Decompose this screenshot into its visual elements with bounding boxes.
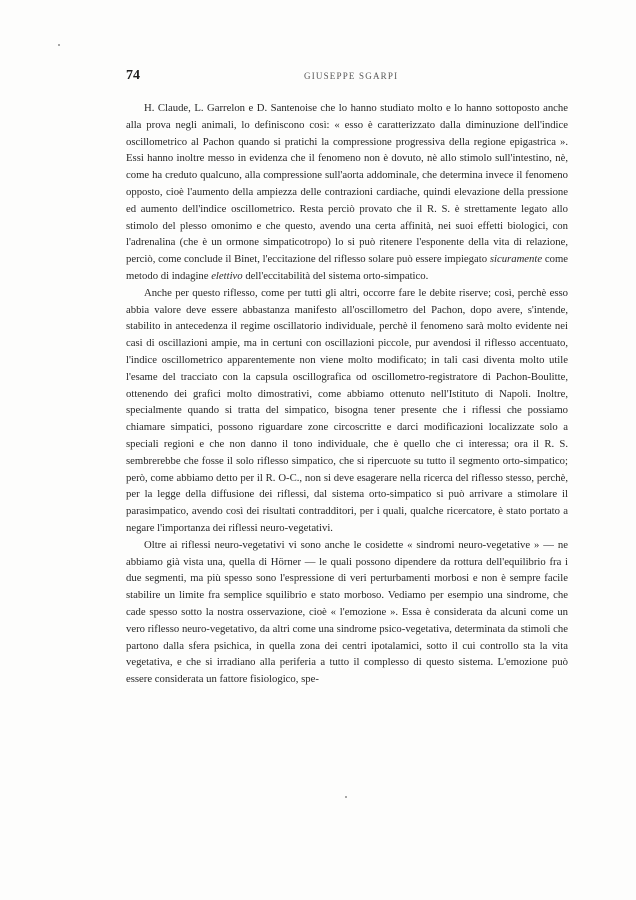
paragraph-1-emphasis-2: elettivo	[211, 269, 243, 282]
paragraph-1-text-before: H. Claude, L. Garrelon e D. Santenoise che lo hanno studiato molto e lo hanno sottoposto anche alla prova negli animali, lo definiscono così: « esso è caratterizzato dalla diminuzione dell'indice oscillometrico al Pachon quando si pratichi la compressione progressiva della regione epigastrica ». Essi hanno inoltre messo in evidenza che il fenomeno non è dovuto, nè allo stimolo sull'intestino, nè, come ha creduto qualcuno, alla compressione sull'aorta addominale, che determina invece il fenomeno opposto, cioè l'aumento della ampiezza delle contrazioni cardiache, quindi elevazione della pressione ed aumento dell'indice oscillometrico. Resta perciò provato che il R. S. è strettamente legato allo stimolo del plesso omonimo e che questo, avendo una certa affinità, nei suoi effetti biologici, con l'adrenalina (che è un ormone simpaticotropo) lo si può ritenere l'esponente della vita di relazione, perciò, come conclude il Binet, l'eccitazione del riflesso solare può essere impiegato	[126, 102, 568, 266]
running-head: GIUSEPPE SGARPI	[304, 71, 399, 81]
paragraph-1-text-mid: come metodo di indagine	[126, 253, 569, 282]
body-text	[126, 100, 568, 688]
paragraph-1	[126, 100, 568, 285]
page-number: 74	[126, 68, 140, 83]
paragraph-1-emphasis-1: sicuramente	[489, 253, 543, 266]
paragraph-3: Oltre ai riflessi neuro-vegetativi vi sono anche le cosidette « sindromi neuro-vegetative » — ne abbiamo già vista una, quella di Hörner — le quali possono dipendere da rottura dell'equilibrio fra i due segmenti, ma più spesso sono l'espressione di veri perturbamenti morbosi e non è sempre facile stabilire un limite fra semplice squilibrio e stato morboso. Vediamo per esempio una sindrome, che cade spesso sotto la nostra osservazione, cioè « l'emozione ». Essa è considerata da alcuni come un vero riflesso neuro-vegetativo, da altri come una sindrome psico-vegetativa, determinata da stimoli che partono dalla sfera psichica, in quella zona dei centri ipotalamici, sotto il cui controllo sta la vita vegetativa, e che si irradiano alla periferia a tutto il complesso di questo sistema. L'emozione può essere considerata un fattore fisiologico, spe-	[126, 538, 568, 686]
paragraph-1-text-after: dell'eccitabilità del sistema orto-simpatico.	[245, 269, 429, 282]
paragraph-2: Anche per questo riflesso, come per tutti gli altri, occorre fare le debite riserve; così, perchè esso abbia valore deve essere abbastanza manifesto all'oscillometro del Pachon, dopo avere, s'intende, stabilito in antecedenza il regime oscillatorio individuale, perchè il fenomeno sarà molto evidente nei casi di oscillazioni ampie, ma in certuni con oscillazioni piccole, pur avendosi il riflesso accentuato, l'indice oscillometrico apparentemente non viene molto modificato; in tali casi diventa molto utile l'esame del tracciato con la capsula oscillografica od oscillometro-registratore di Pachon-Boulitte, ottenendo dei grafici molto dimostrativi, come abbiamo ottenuto nell'Istituto di Napoli. Inoltre, specialmente quando si tratta del simpatico, bisogna tener presente che i riflessi che possiamo chiamare simpatici, possono riguardare zone circoscritte e darci modificazioni localizzate solo a speciali regioni e che non danno il tono individuale, che è quello che ci interessa; ora il R. S. sembrerebbe che fosse il solo riflesso simpatico, che si ripercuote su tutto il segmento orto-simpatico; però, come abbiamo detto per il R. O-C., non si deve esagerare nella ricerca del riflesso stesso, perchè, per la legge della diffusione dei riflessi, dal sistema orto-simpatico si può arrivare a stimolare il parasimpatico, avendo così dei risultati contradditori, per i quali, qualche ricercatore, è stato portato a negare l'importanza dei riflessi neuro-vegetativi.	[126, 286, 568, 534]
page-header	[126, 68, 586, 86]
scan-speck	[58, 44, 60, 46]
scan-speck	[345, 796, 347, 798]
